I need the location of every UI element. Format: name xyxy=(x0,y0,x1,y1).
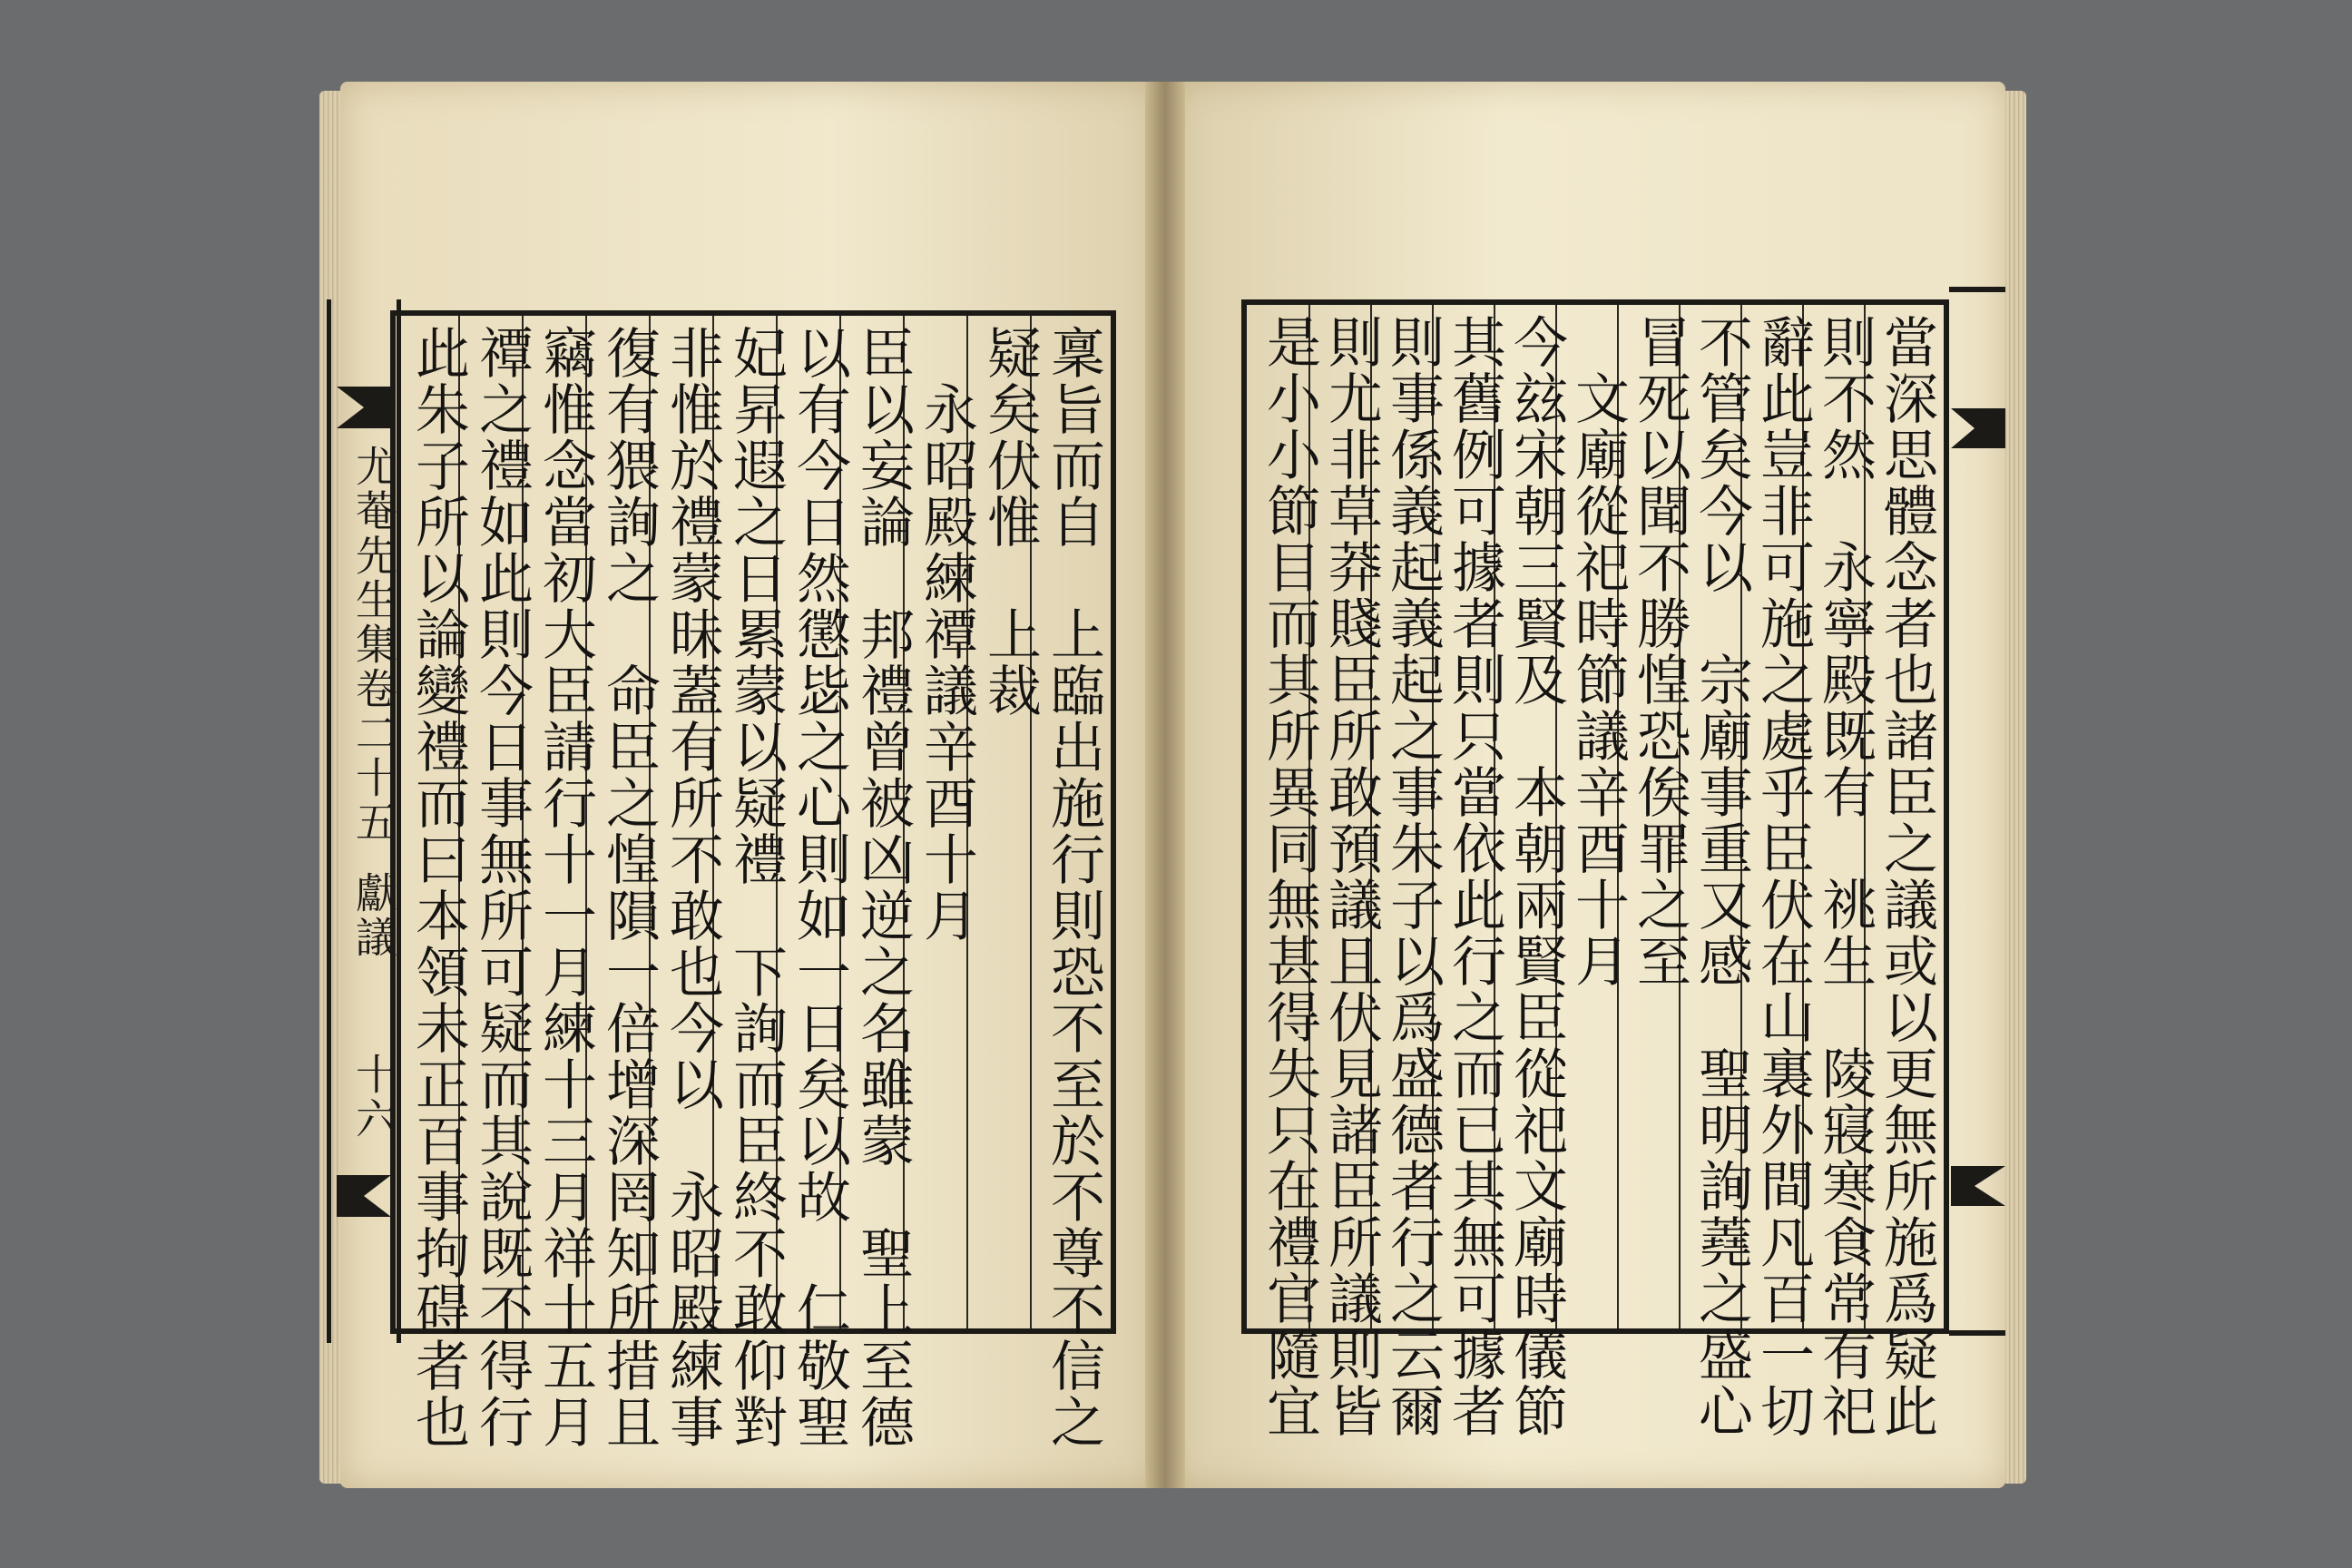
page-number: 十六 xyxy=(349,1053,398,1142)
text-column: 竊惟念當初大臣請行十一月練十三月祥十五月 xyxy=(534,325,597,1450)
text-column: 辭此豈非可施之處乎臣伏在山裏外間凡百一切 xyxy=(1751,314,1815,1439)
text-column: 則不然 永寧殿既有 祧生 陵寢寒食常有祀 xyxy=(1813,314,1877,1439)
fish-tail-mark-icon xyxy=(337,1175,391,1217)
text-column: 今玆宋朝三賢及 本朝兩賢臣從祀文廟時儀節 xyxy=(1504,314,1568,1439)
section-label: 獻議 xyxy=(349,871,398,960)
collection-title: 尤菴先生集卷二十五 xyxy=(349,445,398,845)
text-column: 非惟於禮蒙昧蓋有所不敢也今以 永昭殿練事 xyxy=(661,325,724,1450)
right-text-frame xyxy=(1241,299,1949,1439)
text-column: 不管矣今以 宗廟事重又感 聖明詢蕘之盛心 xyxy=(1690,314,1753,1439)
edge-rule xyxy=(1949,287,2005,292)
text-column: 禫之禮如此則今日事無所可疑而其說既不得行 xyxy=(470,325,534,1450)
text-column: 妃昇遐之日累蒙以疑禮 下詢而臣終不敢仰對 xyxy=(724,325,788,1450)
left-text-frame xyxy=(390,310,1116,1450)
book-gutter xyxy=(1145,82,1185,1488)
fish-tail-mark-icon xyxy=(337,387,391,428)
text-column: 當深思體念者也諸臣之議或以更無所施爲疑此 xyxy=(1875,314,1938,1439)
text-column: 文廟從祀時節議辛酉十月 xyxy=(1566,314,1630,989)
text-column: 是小小節目而其所異同無甚得失只在禮官隨宜 xyxy=(1258,314,1321,1439)
text-column: 稟旨而自 上臨出施行則恐不至於不尊不信之 xyxy=(1042,325,1105,1450)
text-column: 疑矣伏惟 上裁 xyxy=(978,325,1042,719)
edge-rule xyxy=(1949,1330,2005,1336)
text-column: 其舊例可據者則只當依此行之而已其無可據者 xyxy=(1443,314,1506,1439)
text-column: 臣以妄論 邦禮曾被凶逆之名雖蒙 聖上至德 xyxy=(851,325,915,1450)
fish-tail-mark-icon xyxy=(1951,408,2005,448)
text-column: 復有猥詢之 命臣之惶隕一倍增深罔知所措且 xyxy=(597,325,661,1450)
text-column: 冒死以聞不勝惶恐俟罪之至 xyxy=(1628,314,1691,989)
text-column: 以有今日然懲毖之心則如一日矣以故 仁敬聖 xyxy=(788,325,851,1450)
text-column: 此朱子所以論變禮而曰本領未正百事拘碍者也 xyxy=(407,325,470,1450)
text-column: 則事係義起義起之事朱子以爲盛德者行之云爾 xyxy=(1381,314,1445,1439)
text-column: 永昭殿練禫議辛酉十月 xyxy=(915,325,978,944)
fish-tail-mark-icon xyxy=(1951,1166,2005,1206)
text-column: 則尤非草莽賤臣所敢預議且伏見諸臣所議則皆 xyxy=(1319,314,1383,1439)
